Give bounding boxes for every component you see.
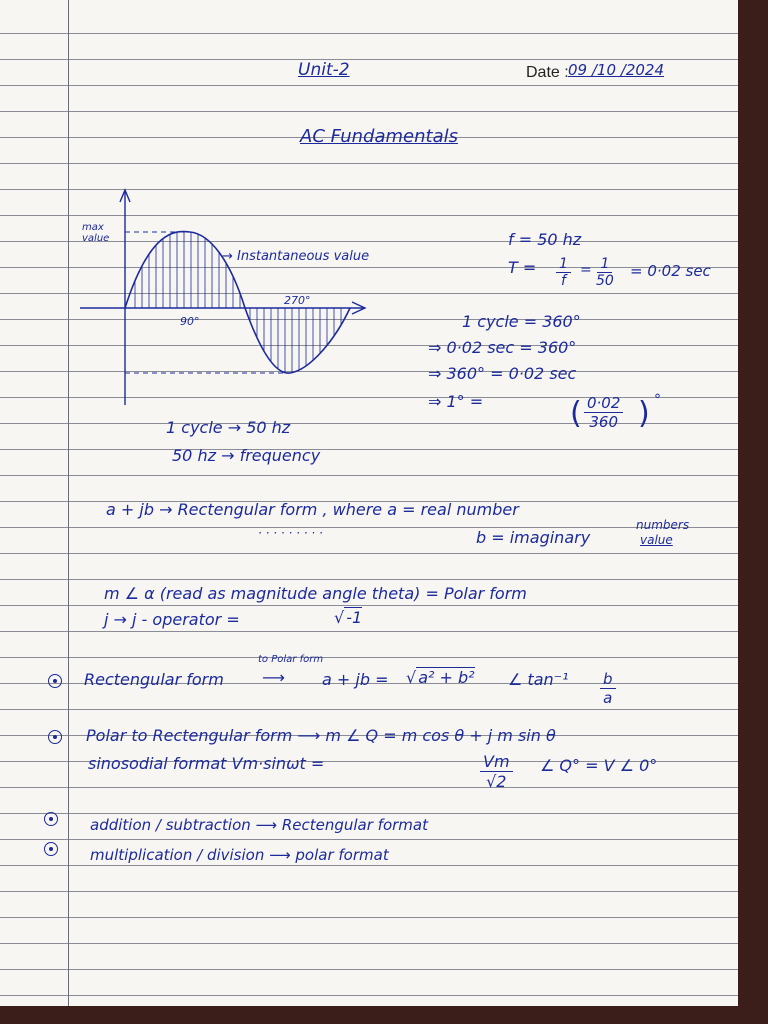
rect-form-line-1: a + jb → Rectengular form , where a = real number: [106, 500, 519, 519]
conversion-3-den: √2: [486, 772, 507, 791]
conversion-1-den: a: [603, 689, 613, 707]
polar-form-line-2: j → j - operator =: [104, 610, 240, 629]
bullet-1: [48, 674, 62, 688]
rect-form-dots: · · · · · · · · ·: [258, 526, 323, 540]
max-value-label-2: value: [82, 233, 110, 244]
rect-form-sup: numbers: [636, 518, 690, 532]
conversion-3-num: Vm: [480, 752, 513, 772]
degree-270-label: 270°: [284, 294, 311, 307]
unit-heading: Unit-2: [298, 60, 350, 80]
conversion-3-suffix: ∠ Q° = V ∠ 0°: [540, 756, 658, 775]
rect-form-line-2: b = imaginary: [476, 528, 591, 547]
period-frac1-num: 1: [556, 256, 571, 273]
sine-waveform-sketch: [80, 180, 380, 420]
conversion-1-arrow: ⟶: [262, 668, 285, 687]
instantaneous-value-label: → Instantaneous value: [222, 249, 370, 264]
bullet-4: [44, 842, 58, 856]
step-3-paren-open: (: [570, 396, 582, 431]
j-operator-radicand: -1: [346, 608, 363, 627]
polar-form-line-1: m ∠ α (read as magnitude angle theta) = Polar form: [104, 584, 527, 603]
step-3-prefix: ⇒ 1° =: [428, 392, 484, 411]
conversion-2: Polar to Rectengular form ⟶ m ∠ Q = m cos θ + j m sin θ: [86, 726, 556, 745]
period-frac2-num: 1: [597, 256, 612, 273]
period-eq: =: [580, 262, 592, 278]
step-2: ⇒ 360° = 0·02 sec: [428, 364, 577, 383]
conversion-1-arrow-note: to Polar form: [258, 654, 324, 665]
degree-90-label: 90°: [180, 315, 200, 328]
period-frac2-den: 50: [596, 273, 614, 289]
conversion-1-fraction: [600, 670, 616, 707]
bullet-2: [48, 730, 62, 744]
conversion-4: addition / subtraction ⟶ Rectengular format: [90, 816, 428, 834]
period-prefix: T =: [508, 258, 537, 277]
conversion-3-fraction: [480, 752, 513, 791]
max-value-label-1: max: [82, 222, 104, 233]
period-result: = 0·02 sec: [630, 262, 711, 280]
conversion-5: multiplication / division ⟶ polar format: [90, 846, 389, 864]
step-1: ⇒ 0·02 sec = 360°: [428, 338, 577, 357]
cycle-note-2: 50 hz → frequency: [172, 446, 321, 465]
bleed-through-text: [210, 12, 590, 72]
step-3-den: 360: [589, 413, 619, 431]
conversion-1-num: b: [600, 670, 616, 689]
frequency-line: f = 50 hz: [508, 230, 582, 249]
step-3-num: 0·02: [584, 394, 623, 413]
conversion-3-prefix: sinosodial format Vm·sinωt =: [88, 754, 325, 773]
margin-line: [68, 0, 69, 1006]
period-frac1-den: f: [560, 273, 566, 289]
cycle-degrees-line: 1 cycle = 360°: [462, 312, 581, 331]
period-fraction-1: [556, 256, 571, 289]
date-value: 09 /10 /2024: [568, 61, 664, 79]
step-3-suffix: °: [654, 392, 661, 408]
bullet-3: [44, 812, 58, 826]
period-fraction-2: [596, 256, 614, 289]
step-3-fraction: [584, 394, 623, 431]
cycle-note-1: 1 cycle → 50 hz: [166, 418, 291, 437]
conversion-1-expr: a + jb =: [322, 670, 389, 689]
conversion-1-angle: ∠ tan⁻¹: [508, 670, 569, 689]
conversion-1-radicand: a² + b²: [418, 668, 475, 687]
conversion-1-sqrt: √ a² + b²: [406, 668, 475, 687]
rect-form-sub: value: [640, 533, 673, 547]
date-label: Date :: [526, 64, 569, 81]
j-operator-sqrt: √ -1: [334, 608, 363, 627]
step-3-paren-close: ): [638, 396, 650, 431]
conversion-1-prefix: Rectengular form: [84, 670, 224, 689]
page-title: AC Fundamentals: [300, 126, 458, 147]
